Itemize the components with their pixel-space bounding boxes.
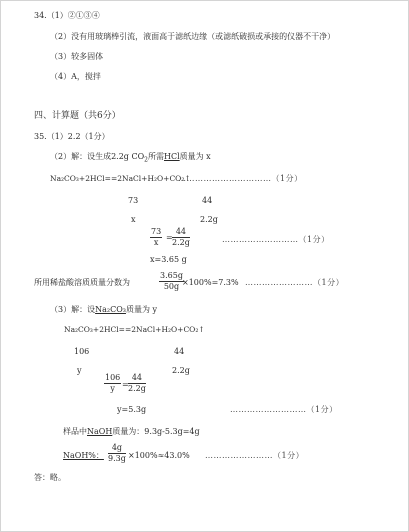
answer-line: 答：略。 bbox=[34, 473, 66, 482]
q35-part2-conc-tail: ×100%=7.3% bbox=[182, 278, 239, 287]
q35-part2-equation: Na₂CO₃+2HCl==2NaCl+H₂O+CO₂↑ bbox=[50, 174, 191, 183]
q34-part3: （3）较多固体 bbox=[50, 52, 104, 61]
q35-part2-var1: x bbox=[131, 215, 136, 224]
q35-part2-score3: ……………………（1分） bbox=[245, 278, 345, 287]
q35-part2-conc-fraction: $\frac{3.65g}{50g}$ bbox=[160, 271, 183, 291]
q34-part2: （2）没有用玻璃棒引流，液面高于滤纸边缘（或滤纸破损或承接的仪器不干净） bbox=[50, 32, 336, 41]
q35-part1: 35.（1）2.2（1分） bbox=[34, 132, 110, 141]
q35-part3-var1: y bbox=[77, 366, 82, 375]
q35-part2-mass2: 44 bbox=[202, 196, 213, 205]
q35-part3-score2: ……………………（1分） bbox=[205, 451, 305, 460]
q35-part2-score1: ……………………………（1分） bbox=[178, 174, 303, 183]
section-title: 四、计算题（共6分） bbox=[34, 111, 121, 121]
q35-part2-var2: 2.2g bbox=[200, 215, 218, 224]
q35-part3-fraction-left: $\frac{106}{y}$ bbox=[105, 373, 121, 393]
q35-part2-conc-label: 所用稀盐酸溶质质量分数为 bbox=[34, 278, 130, 287]
q34-part1: 34.（1）②①③④ bbox=[34, 11, 100, 20]
q34-part4: （4）A，搅拌 bbox=[50, 72, 101, 81]
q35-part2-result: x=3.65 g bbox=[150, 255, 187, 264]
q35-part2-fraction-right: $\frac{44}{2.2g}$ bbox=[172, 227, 190, 247]
q35-part3-naoh-mass: 样品中NaOH质量为：9.3g-5.3g=4g bbox=[63, 427, 200, 436]
q35-part3-pct-label: NaOH%： bbox=[63, 451, 104, 460]
q35-part3-result: y=5.3g bbox=[117, 405, 147, 414]
q35-part3-pct-tail: ×100%≈43.0% bbox=[128, 451, 190, 460]
q35-part3-fraction-right: $\frac{44}{2.2g}$ bbox=[128, 373, 146, 393]
q35-part3-equation: Na₂CO₃+2HCl==2NaCl+H₂O+CO₂↑ bbox=[64, 325, 205, 334]
q35-part3-mass2: 44 bbox=[174, 347, 185, 356]
equals-sign: = bbox=[166, 233, 173, 242]
q35-part3-pct-fraction: $\frac{4g}{9.3g}$ bbox=[108, 443, 126, 463]
equals-sign: = bbox=[122, 380, 129, 389]
q35-part2-score2: ………………………（1分） bbox=[222, 235, 330, 244]
q35-part2-mass1: 73 bbox=[128, 196, 139, 205]
q35-part3-score1: ………………………（1分） bbox=[230, 405, 338, 414]
q35-part3-mass1: 106 bbox=[74, 347, 90, 356]
q35-part3-var2: 2.2g bbox=[172, 366, 190, 375]
q35-part2-lead: （2）解：设生成2.2g $CO_2$所需HCl质量为 x bbox=[50, 152, 211, 164]
q35-part3-lead: （3）解：设Na₂CO₃质量为 y bbox=[50, 305, 158, 314]
q35-part2-fraction-left: $\frac{73}{x}$ bbox=[151, 227, 162, 247]
